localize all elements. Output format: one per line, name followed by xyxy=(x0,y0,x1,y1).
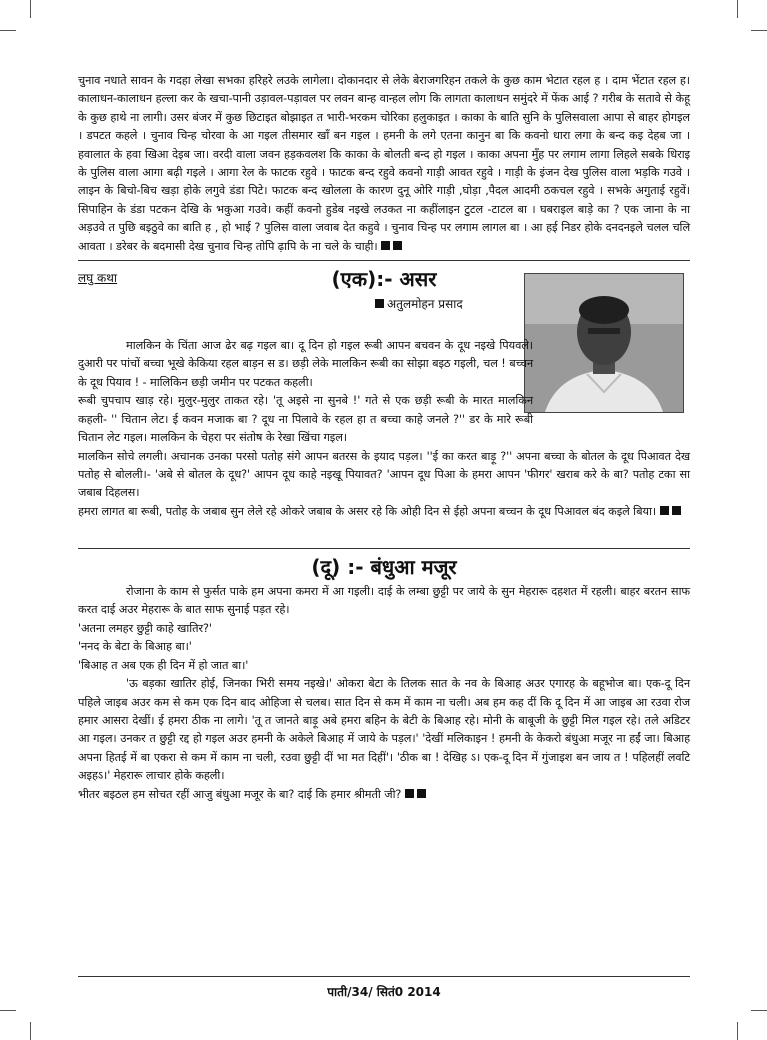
end-mark-icon xyxy=(405,789,414,798)
story-paragraph: हमरा लागत बा रूबी, पतोह के जबाब सुन लेले रहे ओकरे जबाब के असर रहे कि ओही दिन से ईहो अपना बच्चन के दूध पिआवल बंद कइले बिया। xyxy=(78,503,690,521)
crop-mark xyxy=(0,1010,16,1011)
story-paragraph: मालकिन के चिंता आज ढेर बढ़ गइल बा। दू दिन हो गइल रूबी आपन बचवन के दूध नइखे पियवले। दुआरी पर पांचों बच्चा भूखे केकिया रहल बाड़न स ड। छड़ी लेके मालकिन रूबी का सोझा बइठ गइली, चल ! बच्चन के दूध पियाव ! - मालिकिन छड़ी जमीन पर पटकत कहली। xyxy=(78,339,533,389)
crop-mark xyxy=(30,0,31,18)
story-paragraph: भीतर बइठल हम सोचत रहीं आजु बंधुआ मजूर के बा? दाई कि हमार श्रीमती जी? xyxy=(78,786,690,804)
crop-mark xyxy=(751,30,767,31)
crop-mark xyxy=(0,30,16,31)
story-two xyxy=(78,551,690,804)
page-content xyxy=(78,72,690,804)
end-mark-icon xyxy=(393,241,402,250)
end-mark-icon xyxy=(660,506,669,515)
crop-mark xyxy=(737,0,738,18)
story-one xyxy=(78,261,690,544)
story-paragraph: रोजाना के काम से फुर्सत पाके हम अपना कमरा में आ गइली। दाई के लम्बा छुट्टी पर जाये के सुन मेहरारू दहशत में रहली। बाहर बरतन साफ करत दाई अउर मेहरारू के बात साफ सुनाई पड़त रहे। xyxy=(78,585,690,617)
end-mark-icon xyxy=(381,241,390,250)
page-footer: पाती/34/ सितं0 2014 xyxy=(78,976,690,1000)
story-paragraph: रूबी चुपचाप खाड़ रहे। मुलुर-मुलुर ताकत रहे। 'तू अइसे ना सुनबे !' गते से एक छड़ी रूबी के मारत मालकिन कहली- '' चितान लेट। ई कवन मजाक बा ? दूध ना पिलावे के रहल हा त बच्चा काहे जनले ?'' डर के मारे रूबी चितान लेट गइल। मालकिन के चेहरा पर संतोष के रेखा खिंचा गइल। xyxy=(78,394,533,445)
author-mark-icon xyxy=(375,299,384,308)
dialogue-line: 'अतना लमहर छुट्टी काहे खातिर?' xyxy=(78,621,212,635)
story-two-title: (दू) :- बंधुआ मजूर xyxy=(311,555,457,580)
end-mark-icon xyxy=(672,506,681,515)
crop-mark xyxy=(30,1022,31,1040)
section-label: लघु कथा xyxy=(78,271,118,286)
crop-mark xyxy=(737,1022,738,1040)
crop-mark xyxy=(751,1010,767,1011)
story-paragraph: मालकिन सोचे लगली। अचानक उनका परसो पतोह संगे आपन बतरस के इयाद पड़ल। ''ई का करत बाड़ू ?'' अपना बच्चा के बोतल के दूध पिआवत देख पतोह से बोलली।- 'अबे से बोतल के दूध?' आपन दूध काहे नइखू पियावत? 'आपन दूध पिआ के हमरा आपन 'फीगर' खराब करे के बा? पतोह टका सा जबाब दिहलस। xyxy=(78,449,690,500)
story-one-body xyxy=(78,337,690,521)
story-paragraph: 'ऊ बड़का खातिर होई, जिनका भिरी समय नइखे।' ओकरा बेटा के तिलक सात के नव के बिआह अउर एगारह के बहूभोज बा। एक-दू दिन पहिले जाइब अउर कम से कम एक दिन बाद ओहिजा से चलब। सात दिन से कम में काम ना चली। अब हम कह दीं कि दू दिन में आ जाइब आ रउवा रोज हमार आसरा देखीं। ई हमरा ठीक ना लागे। 'तू त जानते बाड़ू अबे हमरा बहिन के बेटी के बिआह रहे। मोनी के बाबूजी के छुट्टी मिल गइल रहे। तले अडिटर आ गइल। उनकर त छुट्टी रद्द हो गइल अउर हमनी के अकेले बिआह में जाये के पड़ल।' 'देखीं मलिकाइन ! हमनी के केकरो बंधुआ मजूर ना हईं जा। बिआह अपना हितई में बा एकरा से कम में काम ना चली, रउवा छुट्टी दीं भा मत दिहीं'। 'ठीक बा ! देखिह ऽ। एक-दू दिन में गुंजाइश बन जाय त ! पहिलहीं लवटि अइहऽ।' मेहरारू लाचार होके कहली। xyxy=(78,677,690,783)
intro-paragraph: चुनाव नधाते सावन के गदहा लेखा सभका हरिहरे लउके लागेला। दोकानदार से लेके बेराजगरिहन तकले के कुछ काम भेटात रहल ह । दाम भेंटात रहल ह। कालाधन-कालाधन हल्ला कर के खचा-पानी उड़ावल-पड़ावल पर लवन बान्ह वान्हल लोग कि लागता कालाधन समुंदरे में फेंक आई ? गरीब के सतावे से केहू के कुछ हाथे ना लागी। उसर बंजर में कुछ छिटाइत बोझाइत त भारी-भरकम चोरिका हलुकाइत । काका के बाति सुनि के पुलिसवाला आपा से बाहर होगइल । डपटत कहले । चुनाव चिन्ह चोरवा के आ गइल तीसमार खाँ बन गइल । हमनी के लगे एतना कानुन बा कि कवनो धारा लगा के बन्द कइ देहब जा । हवालात के हवा खिआ देइब जा। वरदी वाला जवन हड़कवलश कि काका के बोलती बन्द हो गइल । काका अपना मुँह पर लगाम लागा लिहले सबके धिराइ के पुलिस वाला आगा बढ़ी गइले । आगा रेल के फाटक रहुवे । फाटक बन्द रहुवे कवनो गाड़ी आवत रहुवे । गाड़ी के इंजन देख पुलिस वाला भड़कि गउवे । लाइन के बिचो-बिच खड़ा होके लगुवे डंडा पिटे। फाटक बन्द खोलला के कारण दुनू ओरि गाड़ी ,घोड़ा ,पैदल आदमी ठकचल रहुवे । सभके अगुताई रहुवें। सिपाहिन के डंडा पटकन देखि के भकुआ गउवे। कहीं कवनो हुडेब नइखे लउकत ना कहींलाइन टुटल -टाटल बा । घबराइल बाड़े का ? एक जाना के ना अड़उवे त पुछि बइठुवे का बाति ह , हो भाई ? पुलिस वाला जवाब देत कहुवे । चुनाव चिन्ह पर लगाम लागल बा । आ हई निडर होके दनदनइले चलल चलि आवता । डरेबर के बदमासी देख चुनाव चिन्ह तोपि ढ़ापि के ना चले के चाही। xyxy=(78,74,690,253)
dialogue-line: 'ननद के बेटा के बिआह बा।' xyxy=(78,640,192,654)
dialogue-line: 'बिआह त अब एक ही दिन में हो जात बा।' xyxy=(78,658,249,672)
end-mark-icon xyxy=(417,789,426,798)
section-divider xyxy=(78,548,690,549)
author-byline: अतुलमोहन प्रसाद xyxy=(375,295,463,312)
story-one-title: (एक):- असर xyxy=(331,267,437,292)
